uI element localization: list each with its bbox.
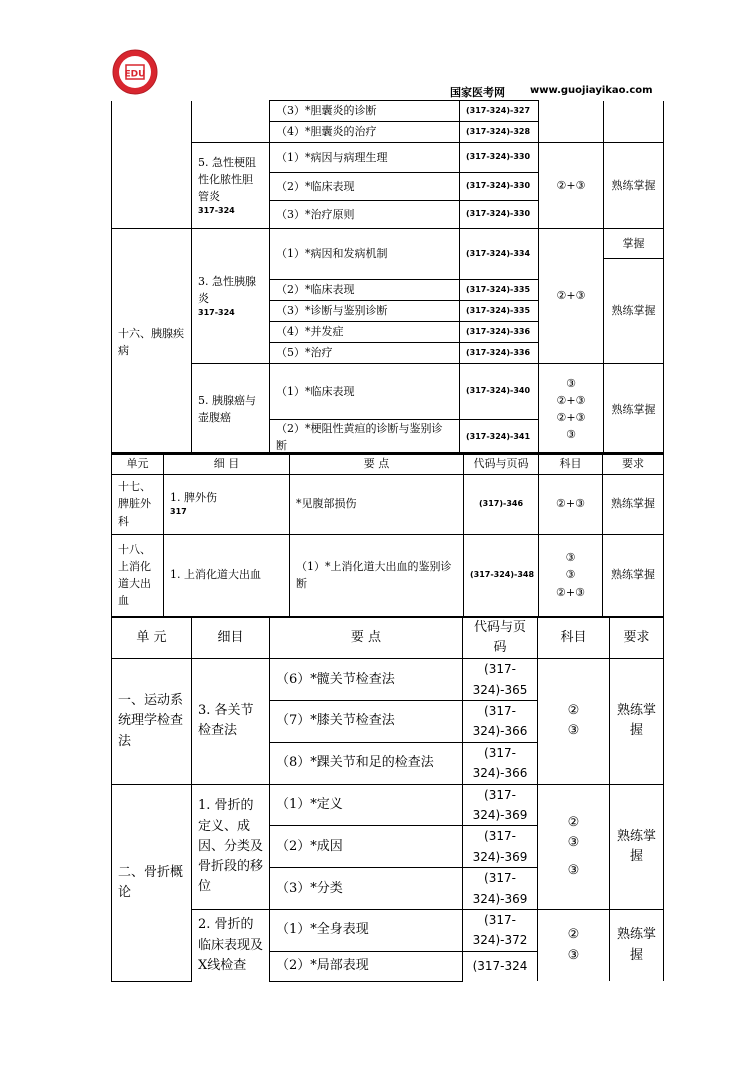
item-name: 5. 急性梗阻性化脓性胆管炎 xyxy=(198,155,256,203)
unit-cell: 一、运动系统理学检查法 xyxy=(112,659,192,784)
point-cell: （1）*病因与病理生理 xyxy=(270,143,460,173)
code-cell: (317-324)-336 xyxy=(460,322,539,343)
code-cell: (317-324)-369 xyxy=(463,784,538,826)
point-cell: （2）*成因 xyxy=(270,826,463,868)
point-cell: （2）*临床表现 xyxy=(270,173,460,201)
unit-cell-continued xyxy=(112,101,192,229)
point-cell: （4）*并发症 xyxy=(270,322,460,343)
outline-table-2 xyxy=(111,452,664,617)
subject-line: ②+③ xyxy=(556,411,586,425)
header-requirement: 要求 xyxy=(603,453,664,474)
unit-cell: 十八、上消化道大出血 xyxy=(112,534,164,616)
requirement-cell: 熟练掌握 xyxy=(603,534,664,616)
subject-line: ③ xyxy=(567,947,580,963)
subject-cell xyxy=(539,534,603,616)
header-unit: 单 元 xyxy=(112,617,192,659)
unit-cell: 十七、脾脏外科 xyxy=(112,474,164,534)
point-cell: （1）*临床表现 xyxy=(270,364,460,420)
point-cell: （2）*临床表现 xyxy=(270,280,460,301)
subject-cell xyxy=(538,909,610,981)
code-cell: (317-324)-328 xyxy=(460,122,539,143)
header-subject: 科目 xyxy=(538,617,610,659)
code-cell: (317-324 xyxy=(463,951,538,981)
item-ref: 317 xyxy=(170,507,187,517)
point-cell: （5）*治疗 xyxy=(270,343,460,364)
point-cell: （3）*诊断与鉴别诊断 xyxy=(270,301,460,322)
item-ref: 317-324 xyxy=(198,205,235,215)
code-cell: (317-324)-348 xyxy=(464,534,539,616)
subject-line: ③ xyxy=(565,568,576,582)
code-cell: (317-324)-335 xyxy=(460,280,539,301)
code-cell: (317-324)-330 xyxy=(460,201,539,229)
site-name: 国家医考网 xyxy=(450,86,505,99)
site-url[interactable]: www.guojiayikao.com xyxy=(530,85,653,96)
subject-line: ② xyxy=(567,814,580,830)
item-cell xyxy=(192,143,270,229)
subject-cell xyxy=(538,659,610,784)
point-cell: （3）*分类 xyxy=(270,868,463,910)
point-cell: （1）*全身表现 xyxy=(270,909,463,951)
item-name: 1. 脾外伤 xyxy=(170,491,217,505)
requirement-cell: 熟练掌握 xyxy=(610,909,664,981)
header-code: 代码与页码 xyxy=(463,617,538,659)
code-cell: (317-324)-369 xyxy=(463,868,538,910)
code-cell: (317)-346 xyxy=(464,474,539,534)
requirement-cell: 熟练掌握 xyxy=(603,474,664,534)
requirement-cell: 熟练掌握 xyxy=(610,784,664,909)
point-cell: （1）*病因和发病机制 xyxy=(270,229,460,280)
subject-line: ③ xyxy=(567,834,580,850)
point-cell: （6）*髋关节检查法 xyxy=(270,659,463,701)
subject-cell xyxy=(539,101,604,143)
subject-line: ②+③ xyxy=(556,394,586,407)
outline-table-3 xyxy=(111,616,664,982)
item-cell: 5. 胰腺癌与壶腹癌 xyxy=(192,364,270,455)
item-cell: 1. 上消化道大出血 xyxy=(164,534,290,616)
code-cell: (317-324)-327 xyxy=(460,101,539,122)
point-cell: （4）*胆囊炎的治疗 xyxy=(270,122,460,143)
subject-line: ③ xyxy=(566,376,576,390)
requirement-cell xyxy=(604,101,664,143)
subject-cell: ②+③ xyxy=(539,143,604,229)
subject-cell: ②+③ xyxy=(539,229,604,364)
code-cell: (317-324)-366 xyxy=(463,742,538,784)
unit-cell: 二、骨折概论 xyxy=(112,784,192,981)
code-cell: (317-324)-330 xyxy=(460,173,539,201)
outline-table-1 xyxy=(111,100,664,455)
logo-text: EDU xyxy=(124,69,146,80)
header-requirement: 要求 xyxy=(610,617,664,659)
item-cell: 2. 骨折的临床表现及X线检查 xyxy=(192,909,270,981)
header-point: 要 点 xyxy=(270,617,463,659)
item-cell xyxy=(192,229,270,364)
header-unit: 单元 xyxy=(112,453,164,474)
header-code: 代码与页码 xyxy=(464,453,539,474)
subject-line: ③ xyxy=(567,723,580,739)
point-cell: （8）*踝关节和足的检查法 xyxy=(270,742,463,784)
header-point: 要 点 xyxy=(290,453,464,474)
requirement-cell: 熟练掌握 xyxy=(604,364,664,455)
point-cell: （3）*胆囊炎的诊断 xyxy=(270,101,460,122)
requirement-cell: 熟练掌握 xyxy=(604,259,664,364)
subject-spacer xyxy=(544,853,603,861)
requirement-cell: 熟练掌握 xyxy=(610,659,664,784)
code-cell: (317-324)-335 xyxy=(460,301,539,322)
subject-line: ②+③ xyxy=(556,585,585,599)
header-item: 细目 xyxy=(192,617,270,659)
code-cell: (317-324)-340 xyxy=(460,364,539,420)
item-cell xyxy=(164,474,290,534)
code-cell: (317-324)-369 xyxy=(463,826,538,868)
item-ref: 317-324 xyxy=(198,307,235,317)
item-cell: 3. 各关节检查法 xyxy=(192,659,270,784)
subject-line: ③ xyxy=(567,862,580,878)
code-cell: (317-324)-366 xyxy=(463,701,538,743)
subject-cell xyxy=(538,784,610,909)
code-cell: (317-324)-334 xyxy=(460,229,539,280)
subject-cell xyxy=(539,364,604,455)
requirement-cell: 掌握 xyxy=(604,229,664,259)
code-cell: (317-324)-365 xyxy=(463,659,538,701)
subject-line: ② xyxy=(567,703,580,719)
item-cell-continued xyxy=(192,101,270,143)
unit-cell: 十六、胰腺疾病 xyxy=(112,229,192,455)
point-cell: （1）*上消化道大出血的鉴别诊断 xyxy=(290,534,464,616)
point-cell: （2）*梗阻性黄疸的诊断与鉴别诊断 xyxy=(270,420,460,455)
subject-line: ③ xyxy=(566,428,576,442)
code-cell: (317-324)-372 xyxy=(463,909,538,951)
subject-cell: ②+③ xyxy=(539,474,603,534)
point-cell: （7）*膝关节检查法 xyxy=(270,701,463,743)
code-cell: (317-324)-341 xyxy=(460,420,539,455)
item-cell: 1. 骨折的定义、成因、分类及骨折段的移位 xyxy=(192,784,270,909)
site-logo xyxy=(111,48,159,96)
requirement-cell: 熟练掌握 xyxy=(604,143,664,229)
code-cell: (317-324)-336 xyxy=(460,343,539,364)
code-cell: (317-324)-330 xyxy=(460,143,539,173)
subject-line: ③ xyxy=(565,551,576,565)
subject-line: ② xyxy=(567,927,580,943)
header-subject: 科目 xyxy=(539,453,603,474)
point-cell: *见腹部损伤 xyxy=(290,474,464,534)
item-name: 3. 急性胰腺炎 xyxy=(198,274,256,305)
point-cell: （2）*局部表现 xyxy=(270,951,463,981)
point-cell: （1）*定义 xyxy=(270,784,463,826)
point-cell: （3）*治疗原则 xyxy=(270,201,460,229)
header-item: 细 目 xyxy=(164,453,290,474)
